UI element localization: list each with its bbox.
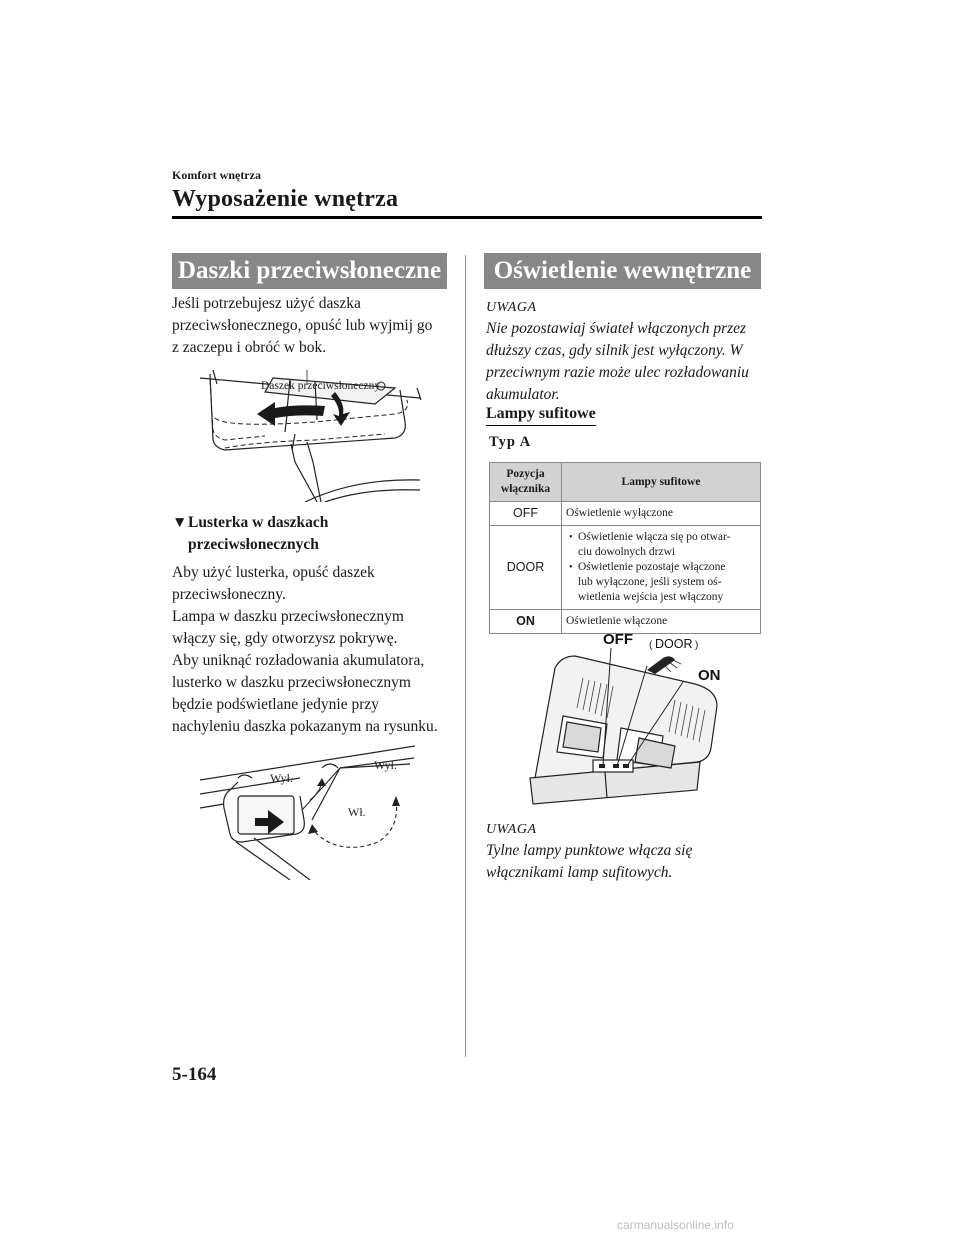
notice-heading: UWAGA bbox=[486, 822, 537, 837]
text-line: przeciwsłonecznego, opuść lub wyjmij go bbox=[172, 317, 433, 334]
description-on: Oświetlenie włączone bbox=[562, 610, 761, 634]
page-number: 5-164 bbox=[172, 1064, 217, 1085]
console-label-on: ON bbox=[698, 667, 721, 684]
position-off: OFF bbox=[490, 502, 562, 526]
text-line: przeciwnym razie może ulec rozładowaniu bbox=[486, 364, 749, 381]
list-item: • Oświetlenie pozostaje włączone lub wyłączone, jeśli system oś- wietlenia wejścia jest włączony bbox=[578, 560, 756, 605]
svg-text:): ) bbox=[695, 640, 699, 651]
angle-label-off-left: Wył. bbox=[270, 771, 293, 785]
table-row bbox=[490, 502, 761, 526]
sun-visor-figure bbox=[195, 370, 425, 502]
notice-text bbox=[486, 840, 776, 884]
triangle-marker-icon: ▼ bbox=[172, 514, 188, 531]
table-header-row bbox=[490, 463, 761, 502]
header-ceiling-lamps: Lampy sufitowe bbox=[562, 463, 761, 502]
subheading-line: przeciwsłonecznych bbox=[188, 536, 319, 553]
header-switch-position: Pozycja włącznika bbox=[490, 463, 562, 502]
switch-position-table bbox=[489, 462, 761, 634]
position-door: DOOR bbox=[490, 526, 562, 610]
text-line: przeciwsłoneczny. bbox=[172, 586, 286, 603]
type-heading: Typ A bbox=[489, 434, 532, 450]
list-item: • Oświetlenie włącza się po otwar- ciu dowolnych drzwi bbox=[578, 530, 756, 560]
console-label-off: OFF bbox=[603, 631, 633, 648]
text-line: Jeśli potrzebujesz użyć daszka bbox=[172, 295, 361, 312]
text-line: z zaczepu i obróć w bok. bbox=[172, 339, 327, 356]
column-divider bbox=[465, 255, 466, 1057]
console-label-door: DOOR bbox=[655, 637, 693, 651]
mirror-paragraph bbox=[172, 562, 462, 738]
angle-label-off-right: Wył. bbox=[374, 758, 397, 772]
overhead-console-figure bbox=[505, 628, 740, 808]
text-line: będzie podświetlane jedynie przy bbox=[172, 696, 380, 713]
svg-text:(: ( bbox=[649, 640, 653, 651]
description-off: Oświetlenie wyłączone bbox=[562, 502, 761, 526]
text-line: lusterko w daszku przeciwsłonecznym bbox=[172, 674, 411, 691]
notice-text bbox=[486, 318, 776, 406]
position-on: ON bbox=[490, 610, 562, 634]
subheading-line: Lusterka w daszkach bbox=[188, 514, 329, 531]
text-line: akumulator. bbox=[486, 386, 560, 403]
watermark: carmanualsonline.info bbox=[617, 1218, 734, 1232]
text-line: Lampa w daszku przeciwsłonecznym bbox=[172, 608, 404, 625]
title-rule bbox=[172, 216, 762, 219]
text-line: włącznikami lamp sufitowych. bbox=[486, 864, 673, 881]
text-line: nachyleniu daszka pokazanym na rysunku. bbox=[172, 718, 438, 735]
page-title: Wyposażenie wnętrza bbox=[172, 186, 399, 212]
text-line: Aby użyć lusterka, opuść daszek bbox=[172, 564, 375, 581]
text-line: dłuższy czas, gdy silnik jest wyłączony. W bbox=[486, 342, 743, 359]
vanity-mirror-figure bbox=[200, 738, 430, 880]
angle-label-on: Wł. bbox=[348, 805, 366, 819]
sun-visor-label: Daszek przeciwsłoneczny bbox=[261, 380, 381, 392]
text-line: włączy się, gdy otworzysz pokrywę. bbox=[172, 630, 398, 647]
subsection-title: Lampy sufitowe bbox=[486, 405, 596, 426]
table-row bbox=[490, 526, 761, 610]
breadcrumb: Komfort wnętrza bbox=[172, 168, 261, 182]
text-line: Aby uniknąć rozładowania akumulatora, bbox=[172, 652, 425, 669]
mirror-subheading bbox=[172, 512, 457, 556]
description-door bbox=[562, 526, 761, 610]
intro-paragraph bbox=[172, 293, 457, 359]
notice-heading: UWAGA bbox=[486, 300, 537, 315]
section-banner-sun-visors: Daszki przeciwsłoneczne bbox=[172, 253, 447, 289]
section-banner-interior-lights: Oświetlenie wewnętrzne bbox=[484, 253, 761, 289]
text-line: Tylne lampy punktowe włącza się bbox=[486, 842, 693, 859]
text-line: Nie pozostawiaj świateł włączonych przez bbox=[486, 320, 747, 337]
